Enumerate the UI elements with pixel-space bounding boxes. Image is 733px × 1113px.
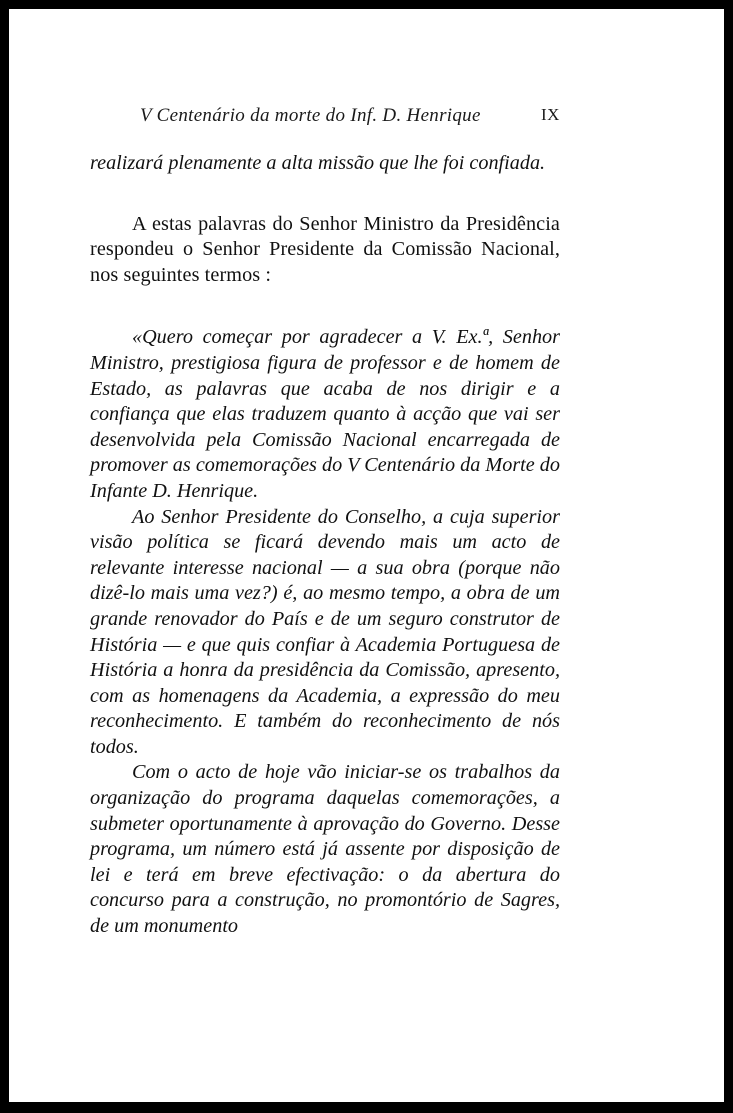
paragraph-speech-third: Com o acto de hoje vão iniciar-se os trabalhos da organização do programa daquelas comemorações, a submeter oportunamente à aprovação do Governo. Desse programa, um número está já assente por disposição de lei e terá em breve efectivação: o da abertura do concurso para a construção, no promontório de Sagres, de um monumento [90,761,560,938]
paragraph-speech-second: Ao Senhor Presidente do Conselho, a cuja superior visão política se ficará devendo mais um acto de relevante interesse nacional — a sua obra (porque não dizê-lo mais uma vez?) é, ao mesmo tempo, a obra de um grande renovador do País e de um seguro construtor de História — e que quis confiar à Academia Portuguesa de História a honra da presidência da Comissão, apresento, com as homenagens da Academia, a expressão do meu reconhecimento. E também do reconhecimento de nós todos. [90,505,560,758]
paragraph-continued: realizará plenamente a alta missão que lhe foi confiada. [90,152,546,174]
body-text [90,151,560,940]
page-number: IX [541,105,560,124]
paragraph-narration: A estas palavras do Senhor Ministro da Presidência respondeu o Senhor Presidente da Comissão Nacional, nos seguintes termos : [90,212,560,286]
running-head [9,101,724,131]
paragraph-speech-opening: «Quero começar por agradecer a V. Ex.ª, Senhor Ministro, prestigiosa figura de professor e de homem de Estado, as palavras que acaba de nos dirigir e a confiança que elas traduzem quanto à acção que vai ser desenvolvida pela Comissão Nacional encarregada de promover as comemorações do V Centenário da Morte do Infante D. Henrique. [90,326,560,502]
document-page [9,9,724,1102]
running-title: V Centenário da morte do Inf. D. Henrique [140,105,481,126]
